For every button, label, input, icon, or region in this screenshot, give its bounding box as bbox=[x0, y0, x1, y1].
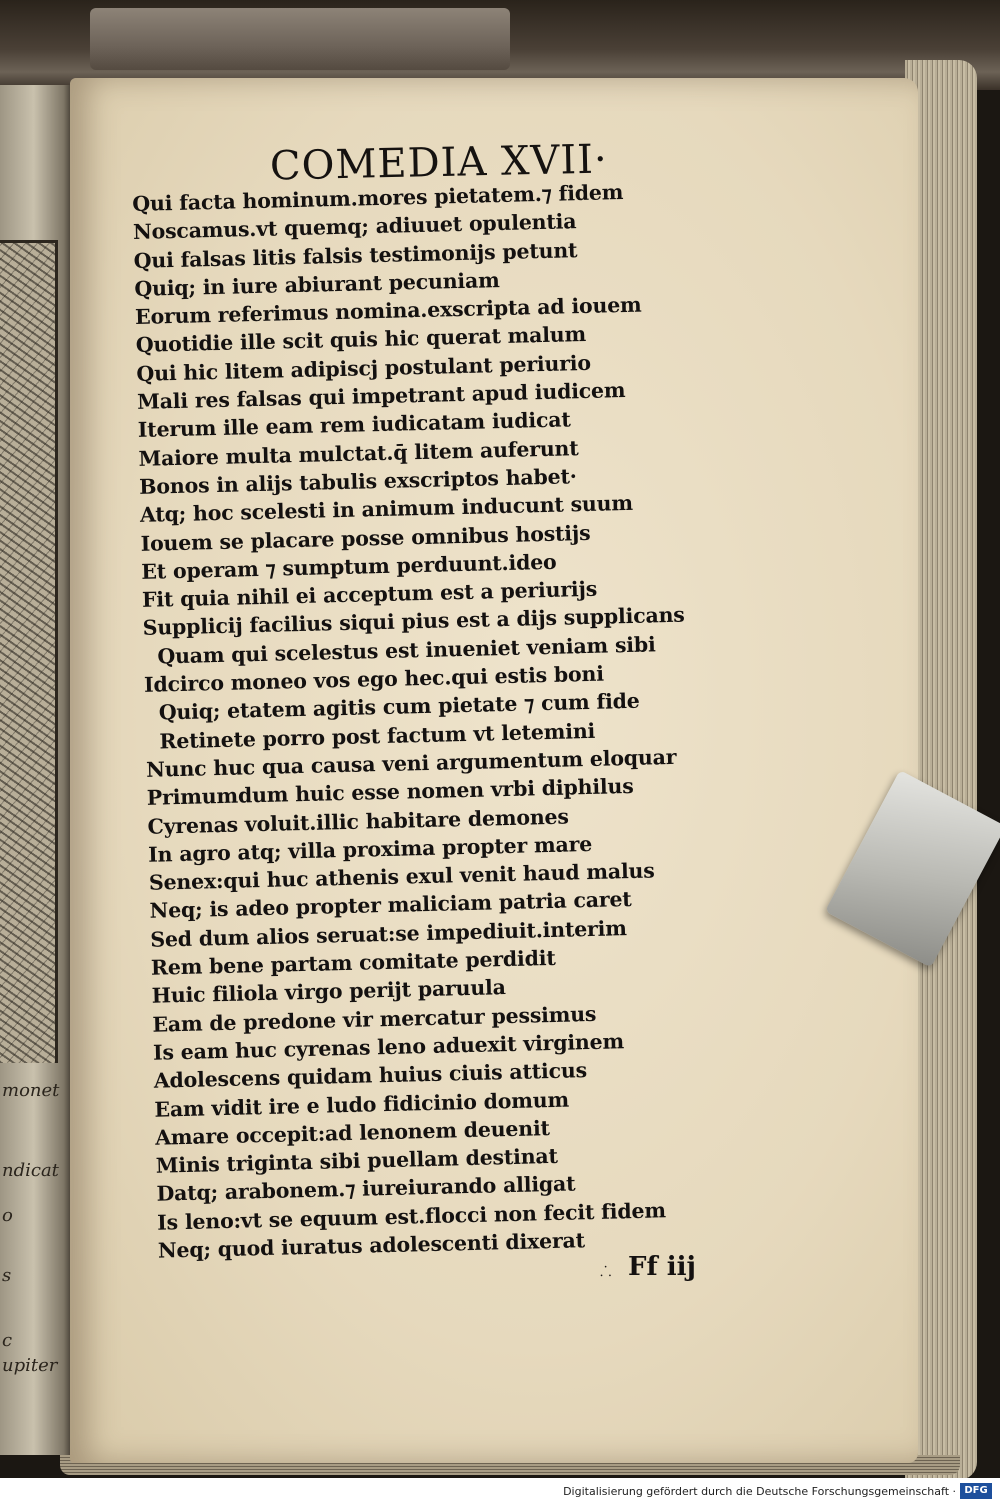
left-marginalia: o bbox=[2, 1205, 13, 1226]
text-line: In agro atq; villa proxima propter mare bbox=[147, 831, 593, 867]
text-line: Bonos in alijs tabulis exscriptos habet· bbox=[138, 464, 577, 499]
funding-credit: Digitalisierung gefördert durch die Deutsche Forschungsgemeinschaft · bbox=[563, 1485, 956, 1498]
left-marginalia: monet bbox=[2, 1080, 60, 1101]
text-line: Iterum ille eam rem iudicatam iudicat bbox=[137, 407, 571, 443]
text-line: Mali res falsas qui impetrant apud iudicem bbox=[136, 378, 626, 415]
text-line: Neq; quod iuratus adolescenti dixerat bbox=[157, 1228, 586, 1263]
text-line: Eam vidit ire e ludo fidicinio domum bbox=[154, 1087, 570, 1122]
text-line: Amare occepit:ad lenonem deuenit bbox=[154, 1115, 551, 1150]
text-line: Idcirco moneo vos ego hec.qui estis boni bbox=[143, 661, 605, 697]
text-line: Qui facta hominum.mores pietatem.⁊ fidem bbox=[132, 180, 624, 216]
page-heading: COMEDIA XVII· bbox=[269, 136, 609, 190]
text-line: Datq; arabonem.⁊ iureiurando alligat bbox=[156, 1171, 576, 1207]
text-line: Qui falsas litis falsis testimonijs petunt bbox=[133, 237, 578, 273]
text-block bbox=[132, 176, 718, 1265]
text-line: Retinete porro post factum vt letemini bbox=[159, 718, 596, 754]
text-line: Maiore multa mulctat.q̄ litem auferunt bbox=[138, 435, 579, 471]
text-line: Primumdum huic esse nomen vrbi diphilus bbox=[146, 774, 634, 811]
signature-mark-text: Ff iij bbox=[628, 1252, 696, 1282]
text-line: Cyrenas voluit.illic habitare demones bbox=[147, 804, 569, 839]
text-line: Iouem se placare posse omnibus hostijs bbox=[140, 520, 591, 556]
text-line: Quiq; in iure abiurant pecuniam bbox=[134, 267, 500, 301]
text-line: Rem bene partam comitate perdidit bbox=[150, 945, 556, 980]
text-line: Noscamus.vt quemq; adiuuet opulentia bbox=[132, 209, 577, 245]
text-line: Eam de predone vir mercatur pessimus bbox=[152, 1001, 597, 1037]
text-line: Supplicij facilius siqui pius est a dijs supplicans bbox=[142, 603, 685, 641]
text-line: Quam qui scelestus est inueniet veniam sibi bbox=[157, 632, 656, 669]
text-line: Atq; hoc scelesti in animum inducunt suum bbox=[139, 491, 634, 528]
woodcut-illustration bbox=[0, 240, 58, 1063]
book-binding-top bbox=[0, 0, 1000, 90]
left-marginalia: upiter bbox=[2, 1355, 58, 1376]
text-line: Eorum referimus nomina.exscripta ad iouem bbox=[134, 292, 642, 330]
signature-mark: ⸫ bbox=[600, 1264, 612, 1280]
text-line: Quiq; etatem agitis cum pietate ⁊ cum fide bbox=[158, 689, 640, 725]
left-marginalia: c bbox=[2, 1330, 13, 1351]
text-line: Fit quia nihil ei acceptum est a periurijs bbox=[141, 576, 598, 613]
text-line: Senex:qui huc athenis exul venit haud malus bbox=[148, 858, 655, 895]
text-line: Quotidie ille scit quis hic querat malum bbox=[135, 322, 587, 358]
footer-bar bbox=[0, 1478, 1000, 1506]
text-line: Adolescens quidam huius ciuis atticus bbox=[153, 1058, 588, 1093]
text-line: Is eam huc cyrenas leno aduexit virginem bbox=[152, 1029, 625, 1065]
text-line: Is leno:vt se equum est.flocci non fecit fidem bbox=[156, 1197, 667, 1235]
left-marginalia: ndicat bbox=[2, 1160, 59, 1181]
text-line: Qui hic litem adipiscj postulant periurio bbox=[136, 350, 592, 386]
text-line: Sed dum alios seruat:se impediuit.interim bbox=[150, 915, 627, 952]
left-marginalia: s bbox=[2, 1265, 12, 1286]
text-line: Nunc huc qua causa veni argumentum eloquar bbox=[145, 744, 677, 782]
dfg-logo: DFG bbox=[960, 1483, 992, 1499]
text-line: Neq; is adeo propter maliciam patria caret bbox=[149, 887, 632, 924]
text-line: Huic filiola virgo perijt paruula bbox=[151, 975, 506, 1009]
text-line: Minis triginta sibi puellam destinat bbox=[155, 1143, 559, 1178]
text-line: Et operam ⁊ sumptum perduunt.ideo bbox=[141, 549, 557, 584]
leather-spine bbox=[90, 8, 510, 70]
